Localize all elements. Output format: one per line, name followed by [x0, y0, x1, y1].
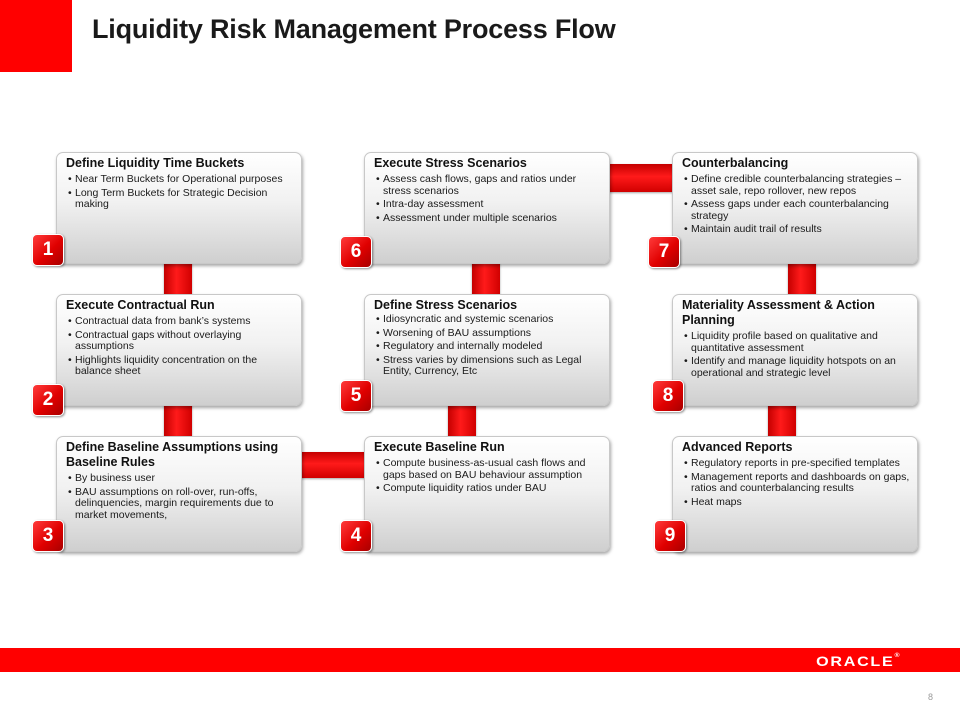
step-box-2	[56, 294, 302, 406]
accent-square	[0, 0, 72, 72]
step-bullets	[66, 316, 295, 378]
step-title: Define Liquidity Time Buckets	[66, 156, 245, 170]
bullet-item: • Assess gaps under each counterbalancing strategy	[682, 199, 911, 222]
connector-5-6	[472, 262, 500, 298]
bullet-item: • Intra-day assessment	[374, 199, 603, 211]
oracle-logo	[817, 653, 900, 669]
step-title: Execute Contractual Run	[66, 298, 215, 312]
step-title: Execute Baseline Run	[374, 440, 505, 454]
connector-7-8	[788, 262, 816, 298]
step-number-badge-1: 1	[32, 234, 64, 266]
bullet-item: • Liquidity profile based on qualitative and quantitative assessment	[682, 331, 911, 354]
step-box-8	[672, 294, 918, 406]
bullet-item: • Highlights liquidity concentration on the balance sheet	[66, 355, 295, 378]
connector-2-3	[164, 404, 192, 440]
bullet-item: • Assessment under multiple scenarios	[374, 213, 603, 225]
step-box-5	[364, 294, 610, 406]
connector-8-9	[768, 404, 796, 440]
step-number-badge-4: 4	[340, 520, 372, 552]
step-number-badge-7: 7	[648, 236, 680, 268]
step-bullets	[682, 458, 911, 508]
step-box-4	[364, 436, 610, 552]
step-title: Counterbalancing	[682, 156, 789, 170]
step-title: Execute Stress Scenarios	[374, 156, 527, 170]
bullet-item: • BAU assumptions on roll-over, run-offs, delinquencies, margin requirements due to market movements,	[66, 487, 295, 522]
step-box-1	[56, 152, 302, 264]
step-box-3	[56, 436, 302, 552]
bullet-item: • Regulatory reports in pre-specified templates	[682, 458, 911, 470]
step-title: Advanced Reports	[682, 440, 793, 454]
bullet-item: • Define credible counterbalancing strategies – asset sale, repo rollover, new repos	[682, 174, 911, 197]
bullet-item: • Worsening of BAU assumptions	[374, 328, 603, 340]
slide-title: Liquidity Risk Management Process Flow	[92, 14, 616, 44]
step-number-badge-3: 3	[32, 520, 64, 552]
step-title: Materiality Assessment & Action Planning	[682, 298, 875, 327]
bullet-item: • Heat maps	[682, 497, 911, 509]
step-bullets	[682, 174, 911, 236]
step-title: Define Stress Scenarios	[374, 298, 518, 312]
bullet-item: • Identify and manage liquidity hotspots on an operational and strategic level	[682, 356, 911, 379]
step-number-badge-8: 8	[652, 380, 684, 412]
connector-1-2	[164, 262, 192, 298]
page-number: 8	[928, 692, 934, 702]
step-number-badge-2: 2	[32, 384, 64, 416]
step-number-badge-6: 6	[340, 236, 372, 268]
step-box-6	[364, 152, 610, 264]
connector-3-4	[298, 452, 368, 478]
bullet-item: • Regulatory and internally modeled	[374, 341, 603, 353]
step-bullets	[374, 314, 603, 378]
bullet-item: • By business user	[66, 473, 295, 485]
step-bullets	[374, 458, 603, 495]
bullet-item: • Contractual gaps without overlaying assumptions	[66, 330, 295, 353]
bullet-item: • Maintain audit trail of results	[682, 224, 911, 236]
connector-4-5	[448, 404, 476, 440]
step-bullets	[374, 174, 603, 224]
step-title: Define Baseline Assumptions using Baseline Rules	[66, 440, 279, 469]
bullet-item: • Assess cash flows, gaps and ratios under stress scenarios	[374, 174, 603, 197]
registered-mark: ®	[894, 653, 900, 659]
bullet-item: • Long Term Buckets for Strategic Decision making	[66, 188, 295, 211]
bullet-item: • Contractual data from bank’s systems	[66, 316, 295, 328]
step-box-9	[672, 436, 918, 552]
bullet-item: • Compute business-as-usual cash flows and gaps based on BAU behaviour assumption	[374, 458, 603, 481]
logo-text: ORACLE	[816, 653, 895, 669]
bullet-item: • Management reports and dashboards on gaps, ratios and counterbalancing results	[682, 472, 911, 495]
step-number-badge-9: 9	[654, 520, 686, 552]
step-number-badge-5: 5	[340, 380, 372, 412]
step-box-7	[672, 152, 918, 264]
step-bullets	[682, 331, 911, 379]
connector-6-7	[606, 164, 678, 192]
bullet-item: • Near Term Buckets for Operational purposes	[66, 174, 295, 186]
bullet-item: • Stress varies by dimensions such as Legal Entity, Currency, Etc	[374, 355, 603, 378]
step-bullets	[66, 174, 295, 211]
bullet-item: • Idiosyncratic and systemic scenarios	[374, 314, 603, 326]
step-bullets	[66, 473, 295, 521]
bullet-item: • Compute liquidity ratios under BAU	[374, 483, 603, 495]
